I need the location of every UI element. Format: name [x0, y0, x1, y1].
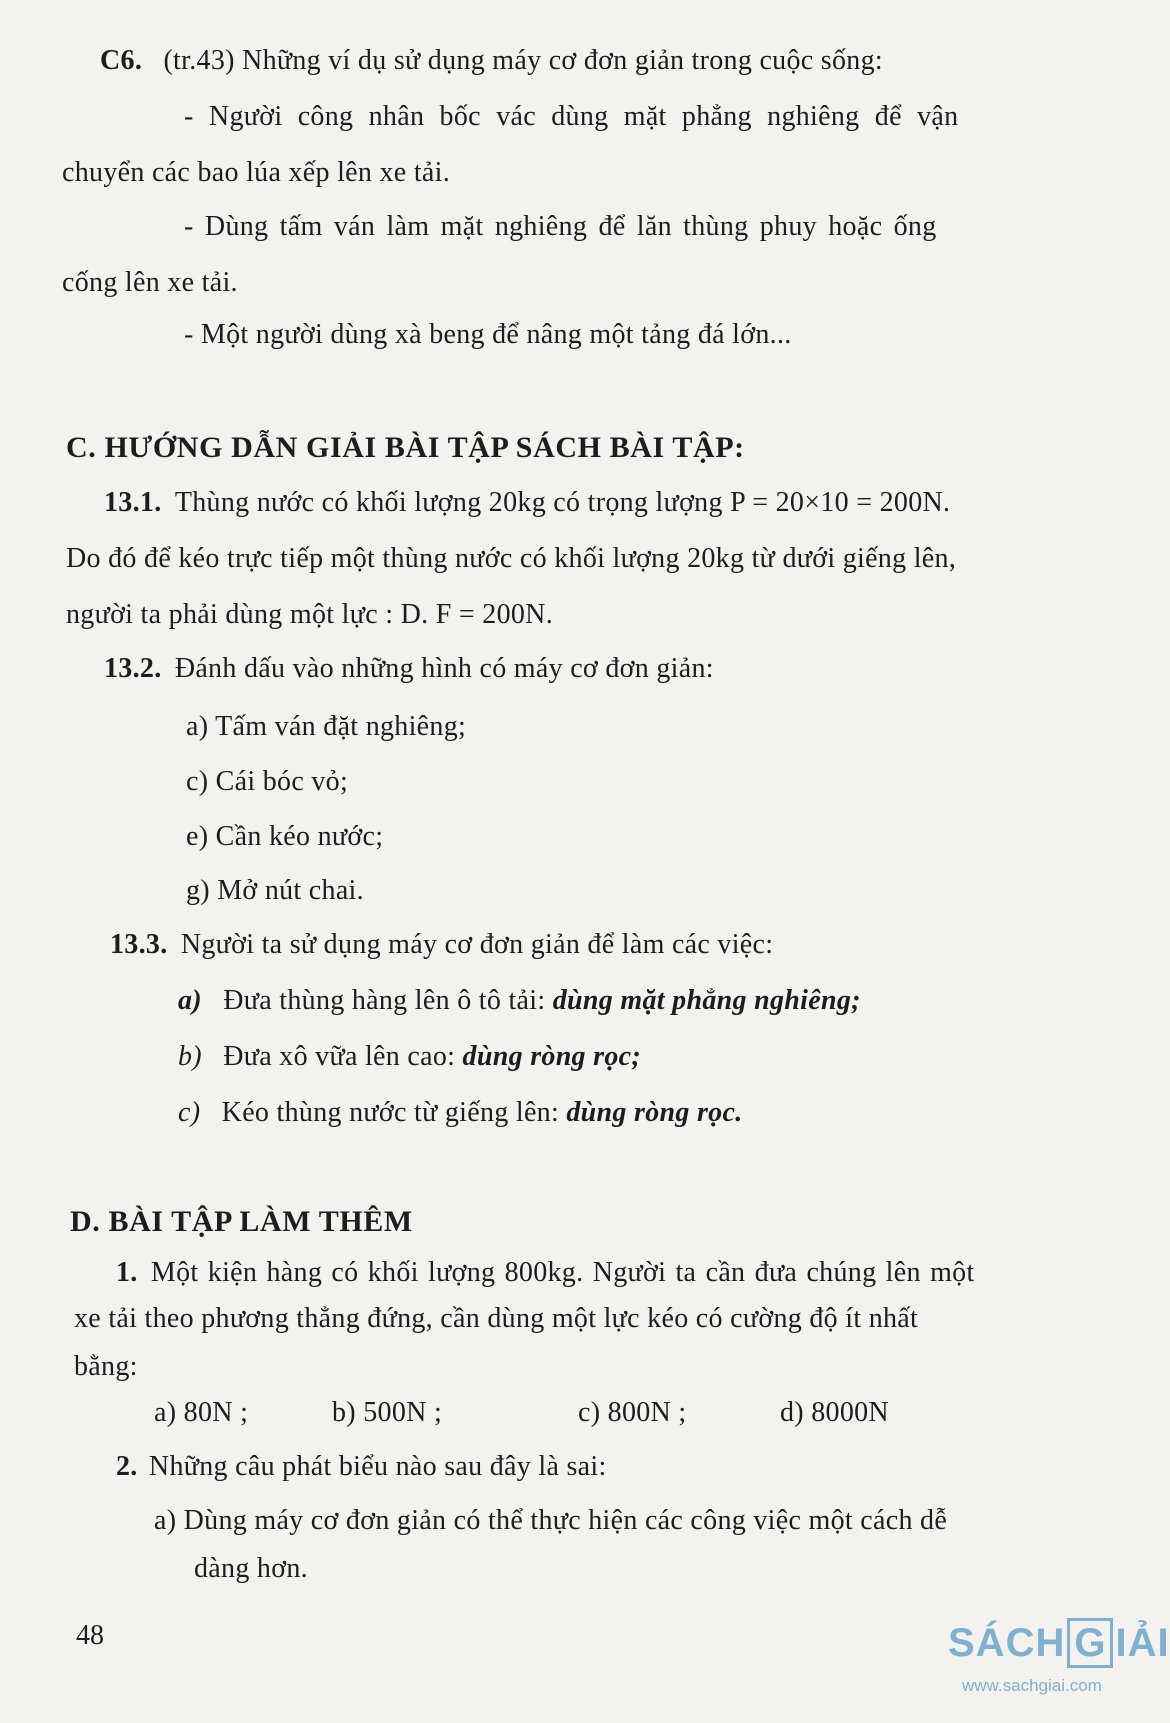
d-q1-option-a: a) 80N ; [154, 1397, 249, 1428]
q13-3-item-text: Đưa xô vữa lên cao: [223, 1041, 456, 1072]
d-q1-option-b: b) 500N ; [332, 1397, 443, 1428]
q13-1-label: 13.1. [104, 487, 162, 518]
q13-3-item-letter: a) [178, 985, 202, 1016]
q13-3-item-text: Đưa thùng hàng lên ô tô tải: [223, 985, 546, 1016]
d-q1-line-2: xe tải theo phương thẳng đứng, cần dùng một lực kéo có cường độ ít nhất [74, 1303, 919, 1334]
q13-2-item: g) Mở nút chai. [186, 875, 364, 906]
c6-line-1 [100, 44, 883, 78]
section-d-heading: D. BÀI TẬP LÀM THÊM [70, 1205, 413, 1238]
q13-3-intro: Người ta sử dụng máy cơ đơn giản để làm các việc: [180, 929, 774, 960]
q13-1-line-1 [104, 486, 950, 520]
q13-1-text: Thùng nước có khối lượng 20kg có trọng lượng P = 20×10 = 200N. [174, 487, 951, 518]
d-q2-intro: Những câu phát biểu nào sau đây là sai: [148, 1451, 607, 1482]
q13-3-line-1 [110, 928, 773, 962]
c6-label: C6. [100, 45, 143, 76]
q13-3-item-letter: b) [178, 1041, 202, 1072]
q13-3-item [178, 1040, 641, 1074]
d-q2-line-1 [116, 1450, 607, 1484]
q13-2-label: 13.2. [104, 653, 162, 684]
q13-3-item [178, 984, 861, 1018]
d-q1-line-3: bằng: [74, 1351, 138, 1382]
q13-2-item: a) Tấm ván đặt nghiêng; [186, 711, 467, 742]
page-number: 48 [76, 1620, 104, 1651]
watermark-logo [948, 1618, 1170, 1708]
q13-3-label: 13.3. [110, 929, 168, 960]
watermark-url: www.sachgiai.com [962, 1676, 1102, 1695]
q13-2-item: c) Cái bóc vỏ; [186, 766, 349, 797]
c6-line-2: - Người công nhân bốc vác dùng mặt phẳng nghiêng để vận [184, 101, 959, 132]
d-q1-line-1 [116, 1256, 975, 1290]
d-q2-option-a-line-2: dàng hơn. [194, 1553, 308, 1584]
watermark-logo-text: SÁCH G IẢI [948, 1618, 1170, 1668]
c6-line-3: chuyển các bao lúa xếp lên xe tải. [62, 157, 451, 188]
c6-line-4: - Dùng tấm ván làm mặt nghiêng để lăn thùng phuy hoặc ống [184, 211, 937, 242]
q13-3-item [178, 1096, 743, 1130]
q13-2-line-1 [104, 652, 714, 686]
q13-3-item-letter: c) [178, 1097, 201, 1128]
q13-3-item-text: Kéo thùng nước từ giếng lên: [221, 1097, 560, 1128]
d-q2-option-a-line-1: a) Dùng máy cơ đơn giản có thể thực hiện các công việc một cách dễ [154, 1505, 948, 1536]
d-q2-label: 2. [116, 1451, 138, 1482]
c6-line-5: cống lên xe tải. [62, 267, 238, 298]
d-q1-text: Một kiện hàng có khối lượng 800kg. Người ta cần đưa chúng lên một [150, 1257, 975, 1288]
q13-2-intro: Đánh dấu vào những hình có máy cơ đơn giản: [174, 653, 714, 684]
section-c-heading: C. HƯỚNG DẪN GIẢI BÀI TẬP SÁCH BÀI TẬP: [66, 431, 745, 464]
q13-3-item-answer: dùng ròng rọc. [566, 1097, 743, 1128]
c6-line-6: - Một người dùng xà beng để nâng một tảng đá lớn... [184, 319, 792, 350]
q13-1-line-2: Do đó để kéo trực tiếp một thùng nước có khối lượng 20kg từ dưới giếng lên, [66, 543, 957, 574]
c6-intro: (tr.43) Những ví dụ sử dụng máy cơ đơn giản trong cuộc sống: [163, 45, 883, 76]
q13-3-item-answer: dùng ròng rọc; [462, 1041, 642, 1072]
d-q1-option-d: d) 8000N [780, 1397, 889, 1428]
q13-1-line-3: người ta phải dùng một lực : D. F = 200N. [66, 599, 554, 630]
q13-3-item-answer: dùng mặt phẳng nghiêng; [552, 985, 861, 1016]
d-q1-label: 1. [116, 1257, 138, 1288]
d-q1-option-c: c) 800N ; [578, 1397, 687, 1428]
q13-2-item: e) Cần kéo nước; [186, 821, 384, 852]
